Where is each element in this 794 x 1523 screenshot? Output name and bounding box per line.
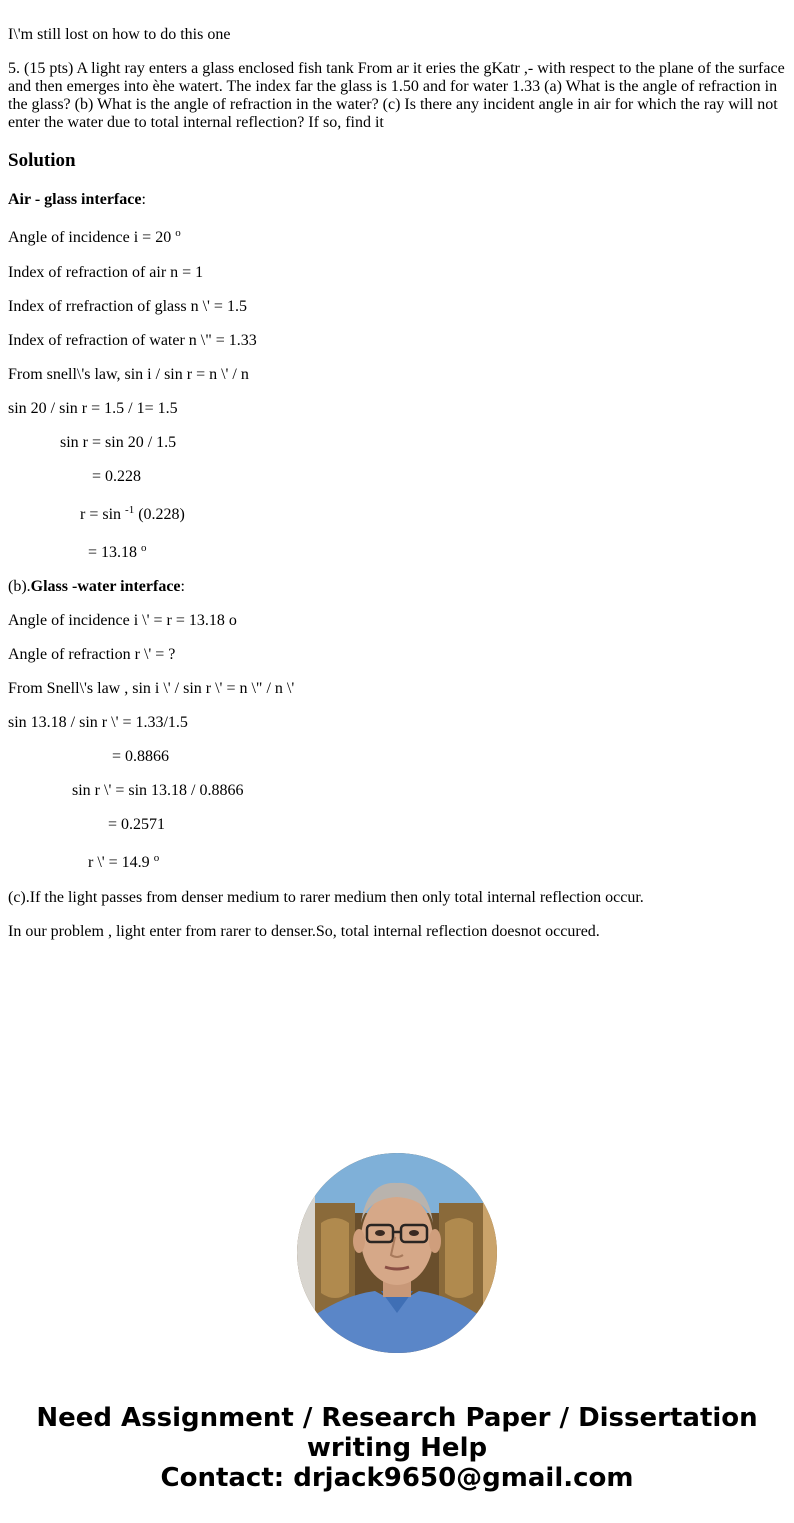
equation-a-4-sup: -1 [125, 504, 135, 516]
part-b-heading [8, 578, 185, 596]
snell-law-b: From Snell\'s law , sin i \' / sin r \' = n \" / n \' [8, 680, 295, 697]
snell-law-a: From snell\'s law, sin i / sin r = n \' / n [8, 366, 249, 383]
degree-mark: o [153, 852, 160, 864]
problem-statement: 5. (15 pts) A light ray enters a glass enclosed fish tank From ar it eries the gKatr ,- with respect to the plane of the surface and then emerges into èhe watert. The index far the glass is 1.50 and for water 1.33 (a) What is the angle of refraction in the glass? (b) What is the angle of refraction in the water? (c) Is there any incident angle in air for which the ray will not enter the water due to total internal reflection? If so, find it [8, 60, 785, 131]
equation-b-5-text: r \' = 14.9 [88, 854, 150, 871]
angle-of-incidence-b: Angle of incidence i \' = r = 13.18 o [8, 612, 237, 629]
part-c-line-2: In our problem , light enter from rarer to denser.So, total internal reflection doesnot occured. [8, 923, 600, 940]
footer-line-2: writing Help [306, 1433, 488, 1463]
equation-b-3: sin r \' = sin 13.18 / 0.8866 [72, 782, 244, 799]
angle-of-incidence-a [8, 229, 181, 247]
part-a-heading-suffix: : [141, 191, 146, 208]
equation-b-2: = 0.8866 [112, 748, 170, 765]
equation-a-4-pre: r = sin [80, 506, 122, 523]
degree-mark: o [141, 542, 147, 554]
index-water: Index of refraction of water n \" = 1.33 [8, 332, 257, 349]
part-b-prefix: (b). [8, 578, 31, 595]
equation-b-1: sin 13.18 / sin r \' = 1.33/1.5 [8, 714, 188, 731]
author-avatar [297, 1153, 497, 1353]
incidence-a-text: Angle of incidence i = 20 [8, 229, 172, 246]
part-a-heading [8, 191, 146, 209]
footer-banner [0, 1403, 794, 1493]
equation-b-4: = 0.2571 [108, 816, 166, 833]
part-b-heading-label: Glass -water interface [30, 578, 181, 595]
index-glass: Index of rrefraction of glass n \' = 1.5 [8, 298, 247, 315]
footer-line-1: Need Assignment / Research Paper / Dissertation [36, 1403, 758, 1433]
degree-mark: o [175, 227, 181, 239]
angle-of-refraction-b: Angle of refraction r \' = ? [8, 646, 176, 663]
equation-a-5-text: = 13.18 [88, 544, 138, 561]
equation-b-5 [88, 854, 159, 872]
part-c-line-1: (c).If the light passes from denser medium to rarer medium then only total internal reflection occur. [8, 889, 644, 906]
solution-heading: Solution [8, 150, 76, 171]
part-b-heading-suffix: : [180, 578, 185, 595]
equation-a-3: = 0.228 [92, 468, 142, 485]
part-a-heading-label: Air - glass interface [8, 191, 142, 208]
author-photo [297, 1153, 497, 1353]
equation-a-2: sin r = sin 20 / 1.5 [60, 434, 177, 451]
footer-contact: Contact: drjack9650@gmail.com [160, 1463, 634, 1493]
index-air: Index of refraction of air n = 1 [8, 264, 204, 281]
equation-a-1: sin 20 / sin r = 1.5 / 1= 1.5 [8, 400, 178, 417]
equation-a-4-post: (0.228) [134, 506, 185, 523]
intro-text: I\'m still lost on how to do this one [8, 26, 231, 43]
equation-a-4 [80, 506, 185, 524]
equation-a-5 [88, 544, 147, 562]
